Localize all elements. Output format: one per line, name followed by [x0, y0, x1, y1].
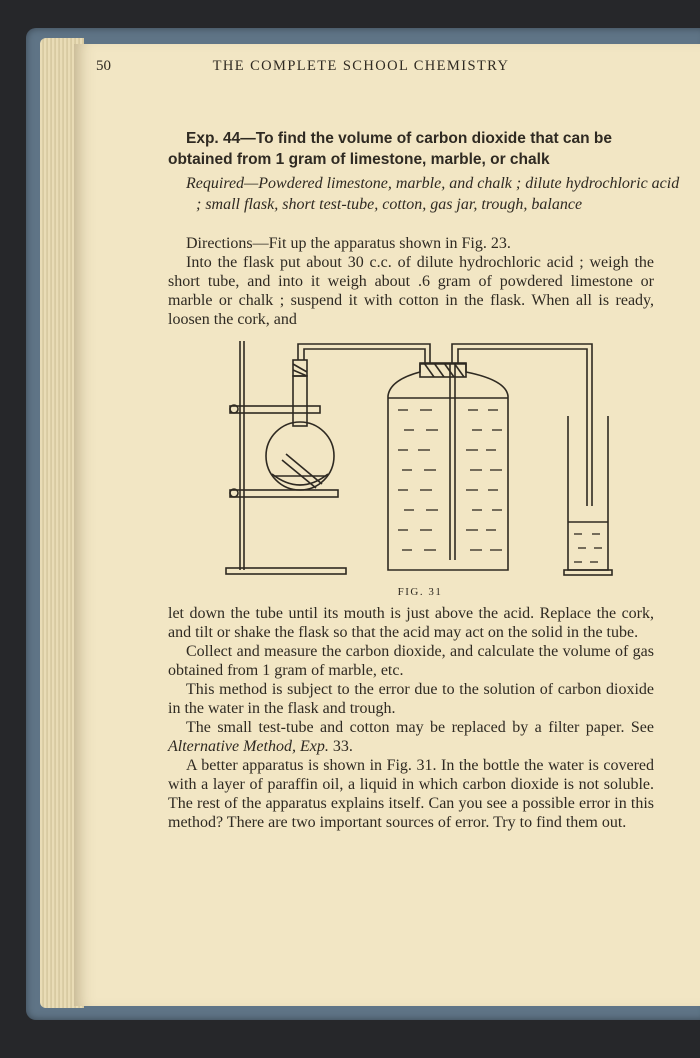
- lower-ring: [230, 490, 338, 497]
- directions-paragraph: Directions—Fit up the apparatus shown in Fig. 23.: [186, 235, 511, 252]
- body-text-top: [168, 234, 654, 329]
- paragraph-2: Collect and measure the carbon dioxide, and calculate the volume of gas obtained from 1 gram of marble, etc.: [168, 643, 654, 679]
- figure-apparatus: [220, 336, 620, 596]
- cross-reference: Alternative Method, Exp.: [168, 738, 329, 755]
- figure-caption: FIG. 31: [397, 586, 443, 598]
- delivery-tube-1: [298, 344, 430, 364]
- paragraph-4: [168, 718, 654, 756]
- delivery-tube-2: [452, 344, 592, 506]
- measuring-cylinder: [568, 416, 608, 570]
- page-number: 50: [96, 58, 111, 74]
- paragraph-3: This method is subject to the error due to the solution of carbon dioxide in the water in the flask and trough.: [168, 681, 654, 717]
- required-materials: Required—Powdered limestone, marble, and chalk ; dilute hydrochloric acid ; small flask, short test-tube, cotton, gas jar, trough, balance: [186, 175, 680, 213]
- paragraph-4-end: 33.: [328, 738, 353, 755]
- paragraph-4-text: The small test-tube and cotton may be replaced by a filter paper. See: [186, 719, 654, 736]
- experiment-title: Exp. 44—To find the volume of carbon dioxide that can be obtained from 1 gram of limestone, marble, or chalk: [168, 130, 613, 168]
- running-header: [96, 58, 626, 80]
- paragraph-5: A better apparatus is shown in Fig. 31. In the bottle the water is covered with a layer of paraffin oil, a liquid in which carbon dioxide is not soluble. The rest of the apparatus explains itself. Can you see a possible error in this method? There are two important sources of error. Try to find them out.: [168, 757, 654, 831]
- body-text-bottom: [168, 604, 654, 832]
- running-title: THE COMPLETE SCHOOL CHEMISTRY: [212, 58, 510, 74]
- flask-neck: [293, 376, 307, 426]
- apparatus-drawing: [220, 336, 620, 581]
- paragraph-1-continued: let down the tube until its mouth is just above the acid. Replace the cork, and tilt or shake the flask so that the acid may act on the solid in the tube.: [168, 605, 654, 641]
- gas-bottle: [388, 364, 508, 570]
- flask-bulb: [266, 422, 334, 490]
- paragraph-1: Into the flask put about 30 c.c. of dilute hydrochloric acid ; weigh the short tube, and into it weigh about .6 gram of powdered limestone or marble or chalk ; suspend it with cotton in the flask. When all is ready, loosen the cork, and: [168, 254, 654, 328]
